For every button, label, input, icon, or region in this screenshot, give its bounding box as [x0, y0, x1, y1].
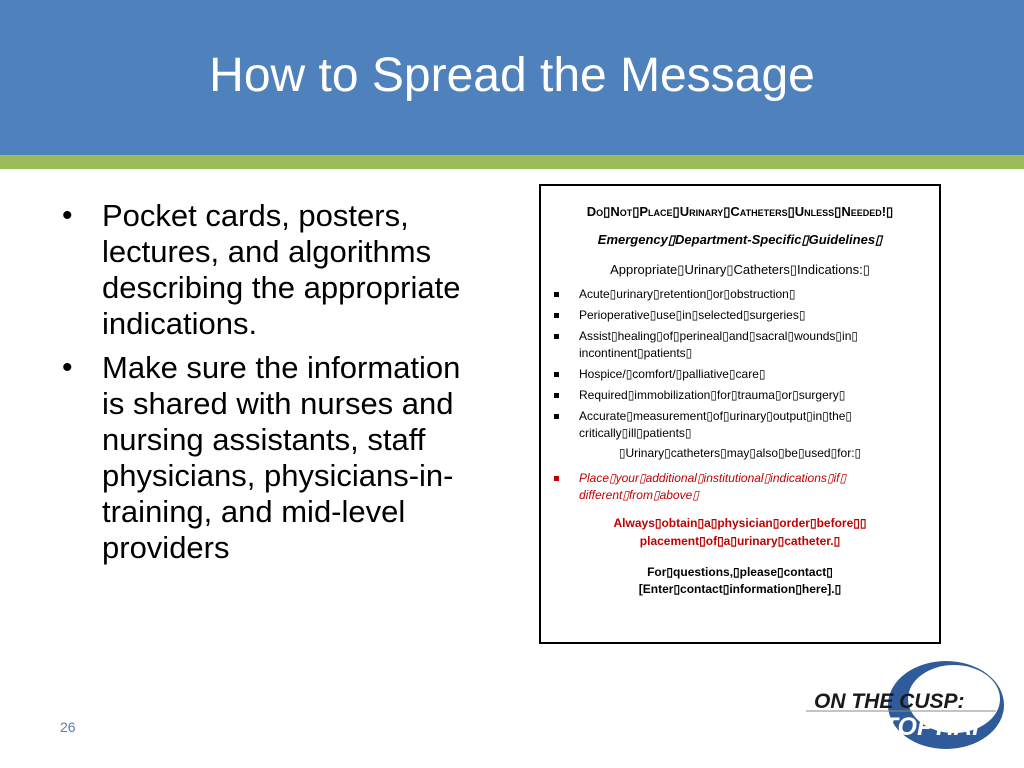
on-the-cusp-logo: [796, 655, 1010, 760]
card-subtitle: Emergency▯Department-Specific▯Guidelines▯: [597, 232, 883, 247]
indication-list: [541, 286, 939, 442]
list-item: [551, 470, 929, 504]
logo-line1: ON THE CUSP:: [814, 690, 965, 713]
card-title: Do▯Not▯Place▯Urinary▯Catheters▯Unless▯Needed!▯: [586, 204, 894, 219]
accent-bar: [0, 155, 1024, 169]
bullet-list: [60, 198, 490, 574]
square-bullet-icon: [554, 313, 559, 318]
list-item: [551, 328, 929, 362]
bullet-icon: •: [62, 199, 73, 232]
card-also-used: ▯Urinary▯catheters▯may▯also▯be▯used▯for:▯: [618, 446, 862, 460]
bullet-item: [60, 198, 490, 342]
card-indications-heading: Appropriate▯Urinary▯Catheters▯Indications:▯: [610, 262, 870, 277]
list-item-text: Accurate▯measurement▯of▯urinary▯output▯in▯the▯ critically▯ill▯patients▯: [579, 409, 853, 440]
card-warning: Always▯obtain▯a▯physician▯order▯before▯▯ placement▯of▯a▯urinary▯catheter.▯: [613, 516, 867, 548]
square-bullet-icon: [554, 334, 559, 339]
pocket-card: [539, 184, 941, 644]
list-item: [551, 387, 929, 404]
list-item-text: Hospice/▯comfort/▯palliative▯care▯: [579, 367, 766, 381]
list-item: [551, 286, 929, 303]
square-bullet-icon: [554, 292, 559, 297]
institutional-list: [541, 470, 939, 504]
list-item: [551, 408, 929, 442]
list-item-text: Place▯your▯additional▯institutional▯indications▯if▯ different▯from▯above▯: [579, 471, 847, 502]
logo-line3: HAI: [936, 713, 980, 741]
bullet-item: [60, 350, 490, 566]
bullet-text: Make sure the information is shared with nurses and nursing assistants, staff physicians, physicians-in-training, and mid-level providers: [102, 350, 461, 565]
square-bullet-icon: [554, 393, 559, 398]
square-bullet-icon: [554, 476, 559, 481]
list-item-text: Acute▯urinary▯retention▯or▯obstruction▯: [579, 287, 796, 301]
slide-title: How to Spread the Message: [209, 49, 815, 102]
bullet-text: Pocket cards, posters, lectures, and algorithms describing the appropriate indications.: [102, 198, 461, 341]
list-item: [551, 366, 929, 383]
square-bullet-icon: [554, 372, 559, 377]
bullet-icon: •: [62, 351, 73, 384]
page-number: 26: [60, 719, 76, 735]
logo-line2: STOP: [866, 713, 934, 741]
list-item: [551, 307, 929, 324]
list-item-text: Assist▯healing▯of▯perineal▯and▯sacral▯wounds▯in▯ incontinent▯patients▯: [579, 329, 858, 360]
card-contact: For▯questions,▯please▯contact▯ [Enter▯contact▯information▯here].▯: [638, 565, 842, 596]
square-bullet-icon: [554, 414, 559, 419]
list-item-text: Perioperative▯use▯in▯selected▯surgeries▯: [579, 308, 806, 322]
list-item-text: Required▯immobilization▯for▯trauma▯or▯surgery▯: [579, 388, 846, 402]
